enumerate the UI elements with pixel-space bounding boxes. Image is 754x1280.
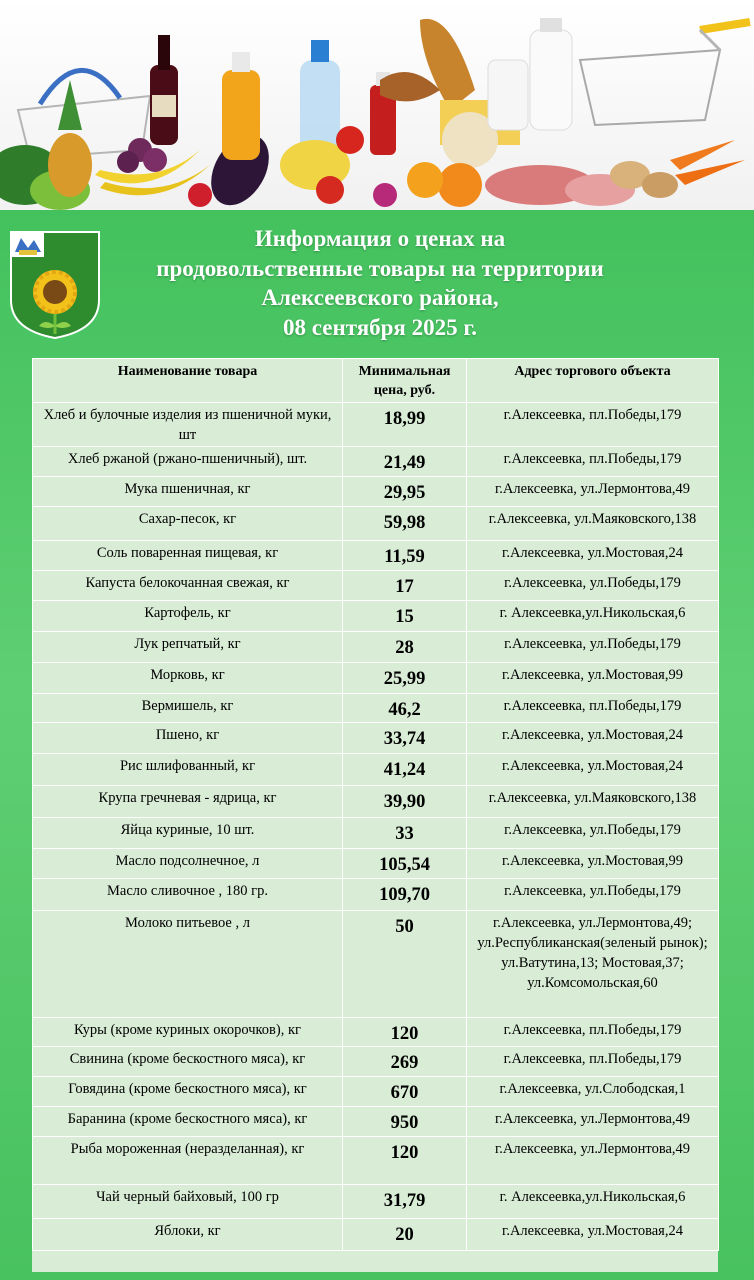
product-price: 120	[343, 1137, 467, 1185]
product-address: г.Алексеевка, ул.Маяковского,138	[467, 786, 719, 818]
header-product: Наименование товара	[33, 359, 343, 403]
product-address: г.Алексеевка, ул.Мостовая,99	[467, 663, 719, 694]
table-row	[33, 403, 719, 447]
product-address: г. Алексеевка,ул.Никольская,6	[467, 1185, 719, 1219]
product-name: Вермишель, кг	[33, 694, 343, 723]
product-price: 28	[343, 632, 467, 663]
table-row	[33, 1077, 719, 1107]
product-price: 50	[343, 911, 467, 1018]
table-row	[33, 447, 719, 477]
product-address: г.Алексеевка, ул.Победы,179	[467, 571, 719, 601]
table-row	[33, 632, 719, 663]
product-name: Крупа гречневая - ядрица, кг	[33, 786, 343, 818]
product-name: Рис шлифованный, кг	[33, 754, 343, 786]
product-address: г.Алексеевка, пл.Победы,179	[467, 447, 719, 477]
product-address: г.Алексеевка, пл.Победы,179	[467, 403, 719, 447]
table-row	[33, 1185, 719, 1219]
product-price: 46,2	[343, 694, 467, 723]
product-address: г.Алексеевка, ул.Мостовая,24	[467, 1219, 719, 1251]
title-line: Информация о ценах на	[254, 226, 506, 251]
product-address: г.Алексеевка, ул.Победы,179	[467, 879, 719, 911]
table-body	[33, 403, 719, 1251]
table-row	[33, 663, 719, 694]
product-name: Сахар-песок, кг	[33, 507, 343, 541]
product-price: 33	[343, 818, 467, 849]
page-title	[110, 224, 650, 342]
product-name: Молоко питьевое , л	[33, 911, 343, 1018]
table-row	[33, 818, 719, 849]
product-price: 41,24	[343, 754, 467, 786]
product-name: Соль поваренная пищевая, кг	[33, 541, 343, 571]
product-address: г.Алексеевка, ул.Слободская,1	[467, 1077, 719, 1107]
product-price: 11,59	[343, 541, 467, 571]
product-name: Морковь, кг	[33, 663, 343, 694]
table-row	[33, 1137, 719, 1185]
table-row	[33, 849, 719, 879]
table-row	[33, 541, 719, 571]
product-address: г.Алексеевка, ул.Мостовая,24	[467, 723, 719, 754]
product-name: Говядина (кроме бескостного мяса), кг	[33, 1077, 343, 1107]
product-name: Куры (кроме куриных окорочков), кг	[33, 1018, 343, 1047]
product-price: 15	[343, 601, 467, 632]
product-name: Масло сливочное , 180 гр.	[33, 879, 343, 911]
product-price: 670	[343, 1077, 467, 1107]
product-price: 17	[343, 571, 467, 601]
product-price: 29,95	[343, 477, 467, 507]
product-name: Яблоки, кг	[33, 1219, 343, 1251]
header-address: Адрес торгового объекта	[467, 359, 719, 403]
product-address: г.Алексеевка, ул.Мостовая,24	[467, 754, 719, 786]
product-address: г.Алексеевка, ул.Лермонтова,49	[467, 1107, 719, 1137]
product-address: г. Алексеевка,ул.Никольская,6	[467, 601, 719, 632]
product-price: 120	[343, 1018, 467, 1047]
grocery-illustration	[0, 0, 754, 210]
table-row	[33, 571, 719, 601]
product-price: 269	[343, 1047, 467, 1077]
product-name: Баранина (кроме бескостного мяса), кг	[33, 1107, 343, 1137]
table-row	[33, 754, 719, 786]
table-row	[33, 477, 719, 507]
header-price: Минимальная цена, руб.	[343, 359, 467, 403]
product-price: 39,90	[343, 786, 467, 818]
table-row	[33, 786, 719, 818]
table-row	[33, 507, 719, 541]
product-price: 109,70	[343, 879, 467, 911]
product-address: г.Алексеевка, ул.Победы,179	[467, 632, 719, 663]
product-name: Рыба мороженная (неразделанная), кг	[33, 1137, 343, 1185]
product-price: 105,54	[343, 849, 467, 879]
product-name: Яйца куриные, 10 шт.	[33, 818, 343, 849]
table-row	[33, 1219, 719, 1251]
product-address: г.Алексеевка, ул.Маяковского,138	[467, 507, 719, 541]
info-panel	[0, 210, 754, 1280]
product-name: Хлеб ржаной (ржано-пшеничный), шт.	[33, 447, 343, 477]
price-table	[32, 358, 718, 1272]
product-address: г.Алексеевка, пл.Победы,179	[467, 1047, 719, 1077]
product-price: 20	[343, 1219, 467, 1251]
product-price: 25,99	[343, 663, 467, 694]
product-price: 950	[343, 1107, 467, 1137]
product-price: 18,99	[343, 403, 467, 447]
title-line: Алексеевского района,	[261, 285, 499, 310]
title-line: продовольственные товары на территории	[156, 255, 604, 281]
product-name: Картофель, кг	[33, 601, 343, 632]
product-price: 31,79	[343, 1185, 467, 1219]
product-name: Чай черный байховый, 100 гр	[33, 1185, 343, 1219]
product-name: Пшено, кг	[33, 723, 343, 754]
product-address: г.Алексеевка, ул.Лермонтова,49	[467, 477, 719, 507]
product-price: 21,49	[343, 447, 467, 477]
table-row	[33, 723, 719, 754]
product-address: г.Алексеевка, ул.Победы,179	[467, 818, 719, 849]
product-address: г.Алексеевка, ул.Лермонтова,49	[467, 1137, 719, 1185]
product-name: Мука пшеничная, кг	[33, 477, 343, 507]
product-name: Капуста белокочанная свежая, кг	[33, 571, 343, 601]
table-row	[33, 1107, 719, 1137]
product-price: 33,74	[343, 723, 467, 754]
product-name: Хлеб и булочные изделия из пшеничной муки, шт	[33, 403, 343, 447]
table-row	[33, 879, 719, 911]
product-address: г.Алексеевка, пл.Победы,179	[467, 694, 719, 723]
grocery-banner	[0, 0, 754, 210]
table-row	[33, 911, 719, 1018]
product-address: г.Алексеевка, ул.Лермонтова,49; ул.Республиканская(зеленый рынок); ул.Ватутина,13; Мостовая,37; ул.Комсомольская,60	[467, 911, 719, 1018]
table-row	[33, 1018, 719, 1047]
product-address: г.Алексеевка, пл.Победы,179	[467, 1018, 719, 1047]
table-row	[33, 694, 719, 723]
product-name: Масло подсолнечное, л	[33, 849, 343, 879]
product-price: 59,98	[343, 507, 467, 541]
product-name: Лук репчатый, кг	[33, 632, 343, 663]
title-line: 08 сентября 2025 г.	[283, 314, 477, 340]
table-row	[33, 1047, 719, 1077]
product-name: Свинина (кроме бескостного мяса), кг	[33, 1047, 343, 1077]
sunflower-crest-icon	[9, 230, 101, 340]
product-address: г.Алексеевка, ул.Мостовая,99	[467, 849, 719, 879]
product-address: г.Алексеевка, ул.Мостовая,24	[467, 541, 719, 571]
table-row	[33, 601, 719, 632]
